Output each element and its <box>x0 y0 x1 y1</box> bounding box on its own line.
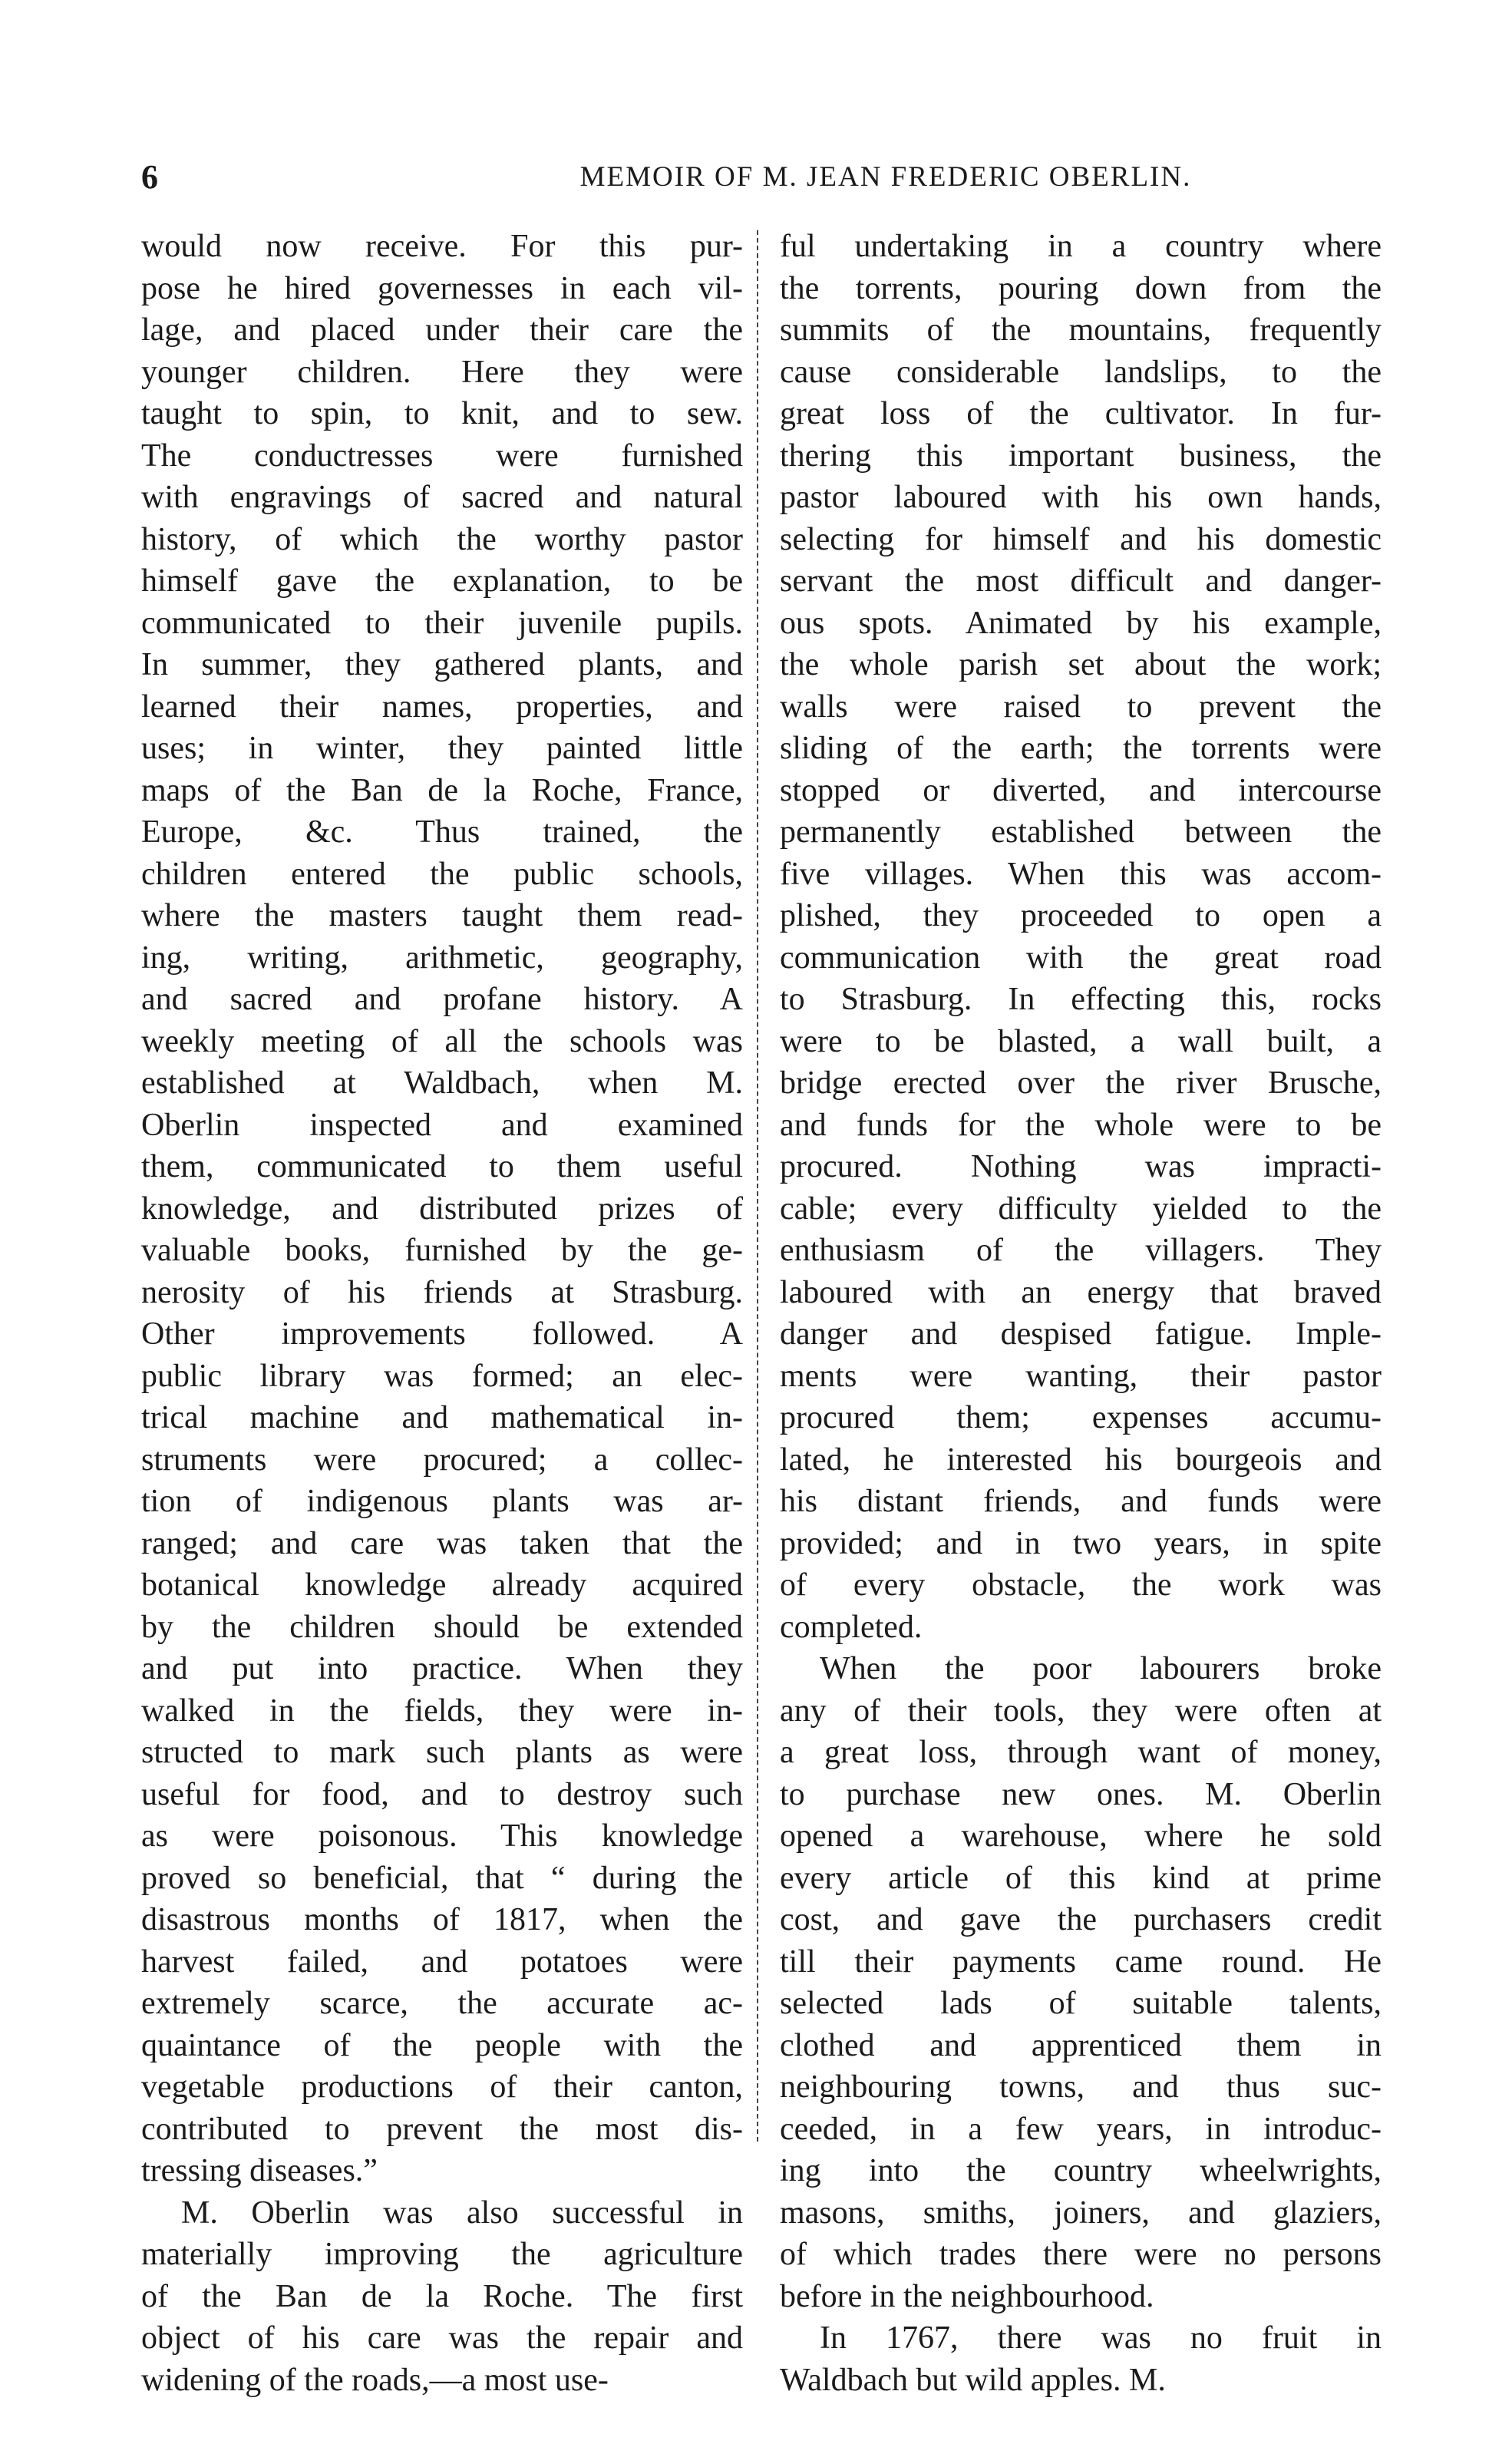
text-line: to purchase new ones. M. Oberlin <box>780 1776 1382 1812</box>
text-line: and funds for the whole were to be <box>780 1107 1382 1143</box>
text-line: The conductresses were furnished <box>141 438 743 474</box>
text-line: of the Ban de la Roche. The first <box>141 2278 743 2314</box>
text-line: history, of which the worthy pastor <box>141 521 743 557</box>
column-divider <box>757 230 758 2142</box>
text-line: pose he hired governesses in each vil- <box>141 270 743 306</box>
text-line: a great loss, through want of money, <box>780 1735 1382 1770</box>
text-line: lage, and placed under their care the <box>141 312 743 348</box>
text-line: weekly meeting of all the schools was <box>141 1023 743 1059</box>
text-line: with engravings of sacred and natural <box>141 480 743 515</box>
text-line: ous spots. Animated by his example, <box>780 605 1382 641</box>
text-line: children entered the public schools, <box>141 856 743 892</box>
running-title: MEMOIR OF M. JEAN FREDERIC OBERLIN. <box>579 161 1192 193</box>
text-line: them, communicated to them useful <box>141 1149 743 1184</box>
text-line: tion of indigenous plants was ar- <box>141 1484 743 1519</box>
text-line: younger children. Here they were <box>141 354 743 390</box>
text-line: proved so beneficial, that “ during the <box>141 1860 743 1896</box>
text-line: ments were wanting, their pastor <box>780 1358 1382 1394</box>
text-line: maps of the Ban de la Roche, France, <box>141 772 743 808</box>
text-line: summits of the mountains, frequently <box>780 312 1382 348</box>
text-line: plished, they proceeded to open a <box>780 898 1382 933</box>
text-line: Oberlin inspected and examined <box>141 1107 743 1143</box>
text-line: lated, he interested his bourgeois and <box>780 1442 1382 1478</box>
text-line: of every obstacle, the work was <box>780 1567 1382 1603</box>
text-line: every article of this kind at prime <box>780 1860 1382 1896</box>
text-line: knowledge, and distributed prizes of <box>141 1191 743 1227</box>
text-line: the torrents, pouring down from the <box>780 270 1382 306</box>
text-line: walked in the fields, they were in- <box>141 1693 743 1729</box>
text-line: sliding of the earth; the torrents were <box>780 731 1382 766</box>
text-line: servant the most difficult and danger- <box>780 563 1382 599</box>
text-line: permanently established between the <box>780 814 1382 850</box>
text-line: disastrous months of 1817, when the <box>141 1902 743 1937</box>
text-line: cable; every difficulty yielded to the <box>780 1191 1382 1227</box>
text-line: would now receive. For this pur- <box>141 229 743 264</box>
text-line: ranged; and care was taken that the <box>141 1525 743 1561</box>
text-line: ceeded, in a few years, in introduc- <box>780 2111 1382 2147</box>
text-line: communicated to their juvenile pupils. <box>141 605 743 641</box>
text-line: cause considerable landslips, to the <box>780 354 1382 390</box>
text-line: object of his care was the repair and <box>141 2320 743 2356</box>
text-line: the whole parish set about the work; <box>780 647 1382 682</box>
text-line: struments were procured; a collec- <box>141 1442 743 1478</box>
text-line: pastor laboured with his own hands, <box>780 480 1382 515</box>
text-line: bridge erected over the river Brusche, <box>780 1065 1382 1101</box>
text-line: quaintance of the people with the <box>141 2027 743 2063</box>
text-line: opened a warehouse, where he sold <box>780 1818 1382 1854</box>
text-line: five villages. When this was accom- <box>780 856 1382 892</box>
text-line: provided; and in two years, in spite <box>780 1525 1382 1561</box>
text-line: neighbouring towns, and thus suc- <box>780 2069 1382 2105</box>
text-line: procured. Nothing was impracti- <box>780 1149 1382 1184</box>
text-line: and sacred and profane history. A <box>141 982 743 1017</box>
text-line: great loss of the cultivator. In fur- <box>780 396 1382 431</box>
text-line: completed. <box>780 1609 923 1645</box>
text-line: cost, and gave the purchasers credit <box>780 1902 1382 1937</box>
text-line: Waldbach but wild apples. M. <box>780 2362 1166 2398</box>
text-line: nerosity of his friends at Strasburg. <box>141 1274 743 1310</box>
right-text-column <box>780 226 1382 2401</box>
text-line: to Strasburg. In effecting this, rocks <box>780 982 1382 1017</box>
text-line: walls were raised to prevent the <box>780 689 1382 725</box>
text-line: Other improvements followed. A <box>141 1316 743 1352</box>
text-line: In summer, they gathered plants, and <box>141 647 743 682</box>
text-line: ing, writing, arithmetic, geography, <box>141 940 743 976</box>
text-line: established at Waldbach, when M. <box>141 1065 743 1101</box>
text-line: stopped or diverted, and intercourse <box>780 772 1382 808</box>
text-line: by the children should be extended <box>141 1609 743 1645</box>
text-line: before in the neighbourhood. <box>780 2278 1154 2314</box>
text-line: where the masters taught them read- <box>141 898 743 933</box>
text-line: thering this important business, the <box>780 438 1382 474</box>
text-line: taught to spin, to knit, and to sew. <box>141 396 743 431</box>
text-line: masons, smiths, joiners, and glaziers, <box>780 2195 1382 2231</box>
text-line: himself gave the explanation, to be <box>141 563 743 599</box>
text-line: till their payments came round. He <box>780 1944 1382 1980</box>
text-line: laboured with an energy that braved <box>780 1274 1382 1310</box>
text-line: selected lads of suitable talents, <box>780 1986 1382 2021</box>
page-header <box>141 150 1366 204</box>
text-line: as were poisonous. This knowledge <box>141 1818 743 1854</box>
text-line: public library was formed; an elec- <box>141 1358 743 1394</box>
text-line: tressing diseases.” <box>141 2153 378 2188</box>
text-line: useful for food, and to destroy such <box>141 1776 743 1812</box>
text-line: harvest failed, and potatoes were <box>141 1944 743 1980</box>
text-line: vegetable productions of their canton, <box>141 2069 743 2105</box>
text-line: contributed to prevent the most dis- <box>141 2111 743 2147</box>
text-line: procured them; expenses accumu- <box>780 1400 1382 1435</box>
text-line: ful undertaking in a country where <box>780 229 1382 264</box>
text-line: In 1767, there was no fruit in <box>820 2320 1382 2356</box>
text-line: valuable books, furnished by the ge- <box>141 1233 743 1268</box>
text-line: of which trades there were no persons <box>780 2237 1382 2272</box>
text-line: learned their names, properties, and <box>141 689 743 725</box>
text-line: selecting for himself and his domestic <box>780 521 1382 557</box>
text-line: communication with the great road <box>780 940 1382 976</box>
text-line: and put into practice. When they <box>141 1651 743 1686</box>
text-line: were to be blasted, a wall built, a <box>780 1023 1382 1059</box>
text-line: uses; in winter, they painted little <box>141 731 743 766</box>
text-line: enthusiasm of the villagers. They <box>780 1233 1382 1268</box>
page-number: 6 <box>141 158 158 196</box>
text-line: any of their tools, they were often at <box>780 1693 1382 1729</box>
text-line: M. Oberlin was also successful in <box>181 2195 743 2231</box>
text-line: botanical knowledge already acquired <box>141 1567 743 1603</box>
text-line: trical machine and mathematical in- <box>141 1400 743 1435</box>
left-text-column <box>141 226 743 2401</box>
text-line: clothed and apprenticed them in <box>780 2027 1382 2063</box>
text-line: ing into the country wheelwrights, <box>780 2153 1382 2188</box>
text-line: danger and despised fatigue. Imple- <box>780 1316 1382 1352</box>
text-line: his distant friends, and funds were <box>780 1484 1382 1519</box>
text-line: Europe, &c. Thus trained, the <box>141 814 743 850</box>
text-line: structed to mark such plants as were <box>141 1735 743 1770</box>
text-line: When the poor labourers broke <box>820 1651 1382 1686</box>
text-line: materially improving the agriculture <box>141 2237 743 2272</box>
text-line: widening of the roads,—a most use- <box>141 2362 609 2398</box>
text-line: extremely scarce, the accurate ac- <box>141 1986 743 2021</box>
